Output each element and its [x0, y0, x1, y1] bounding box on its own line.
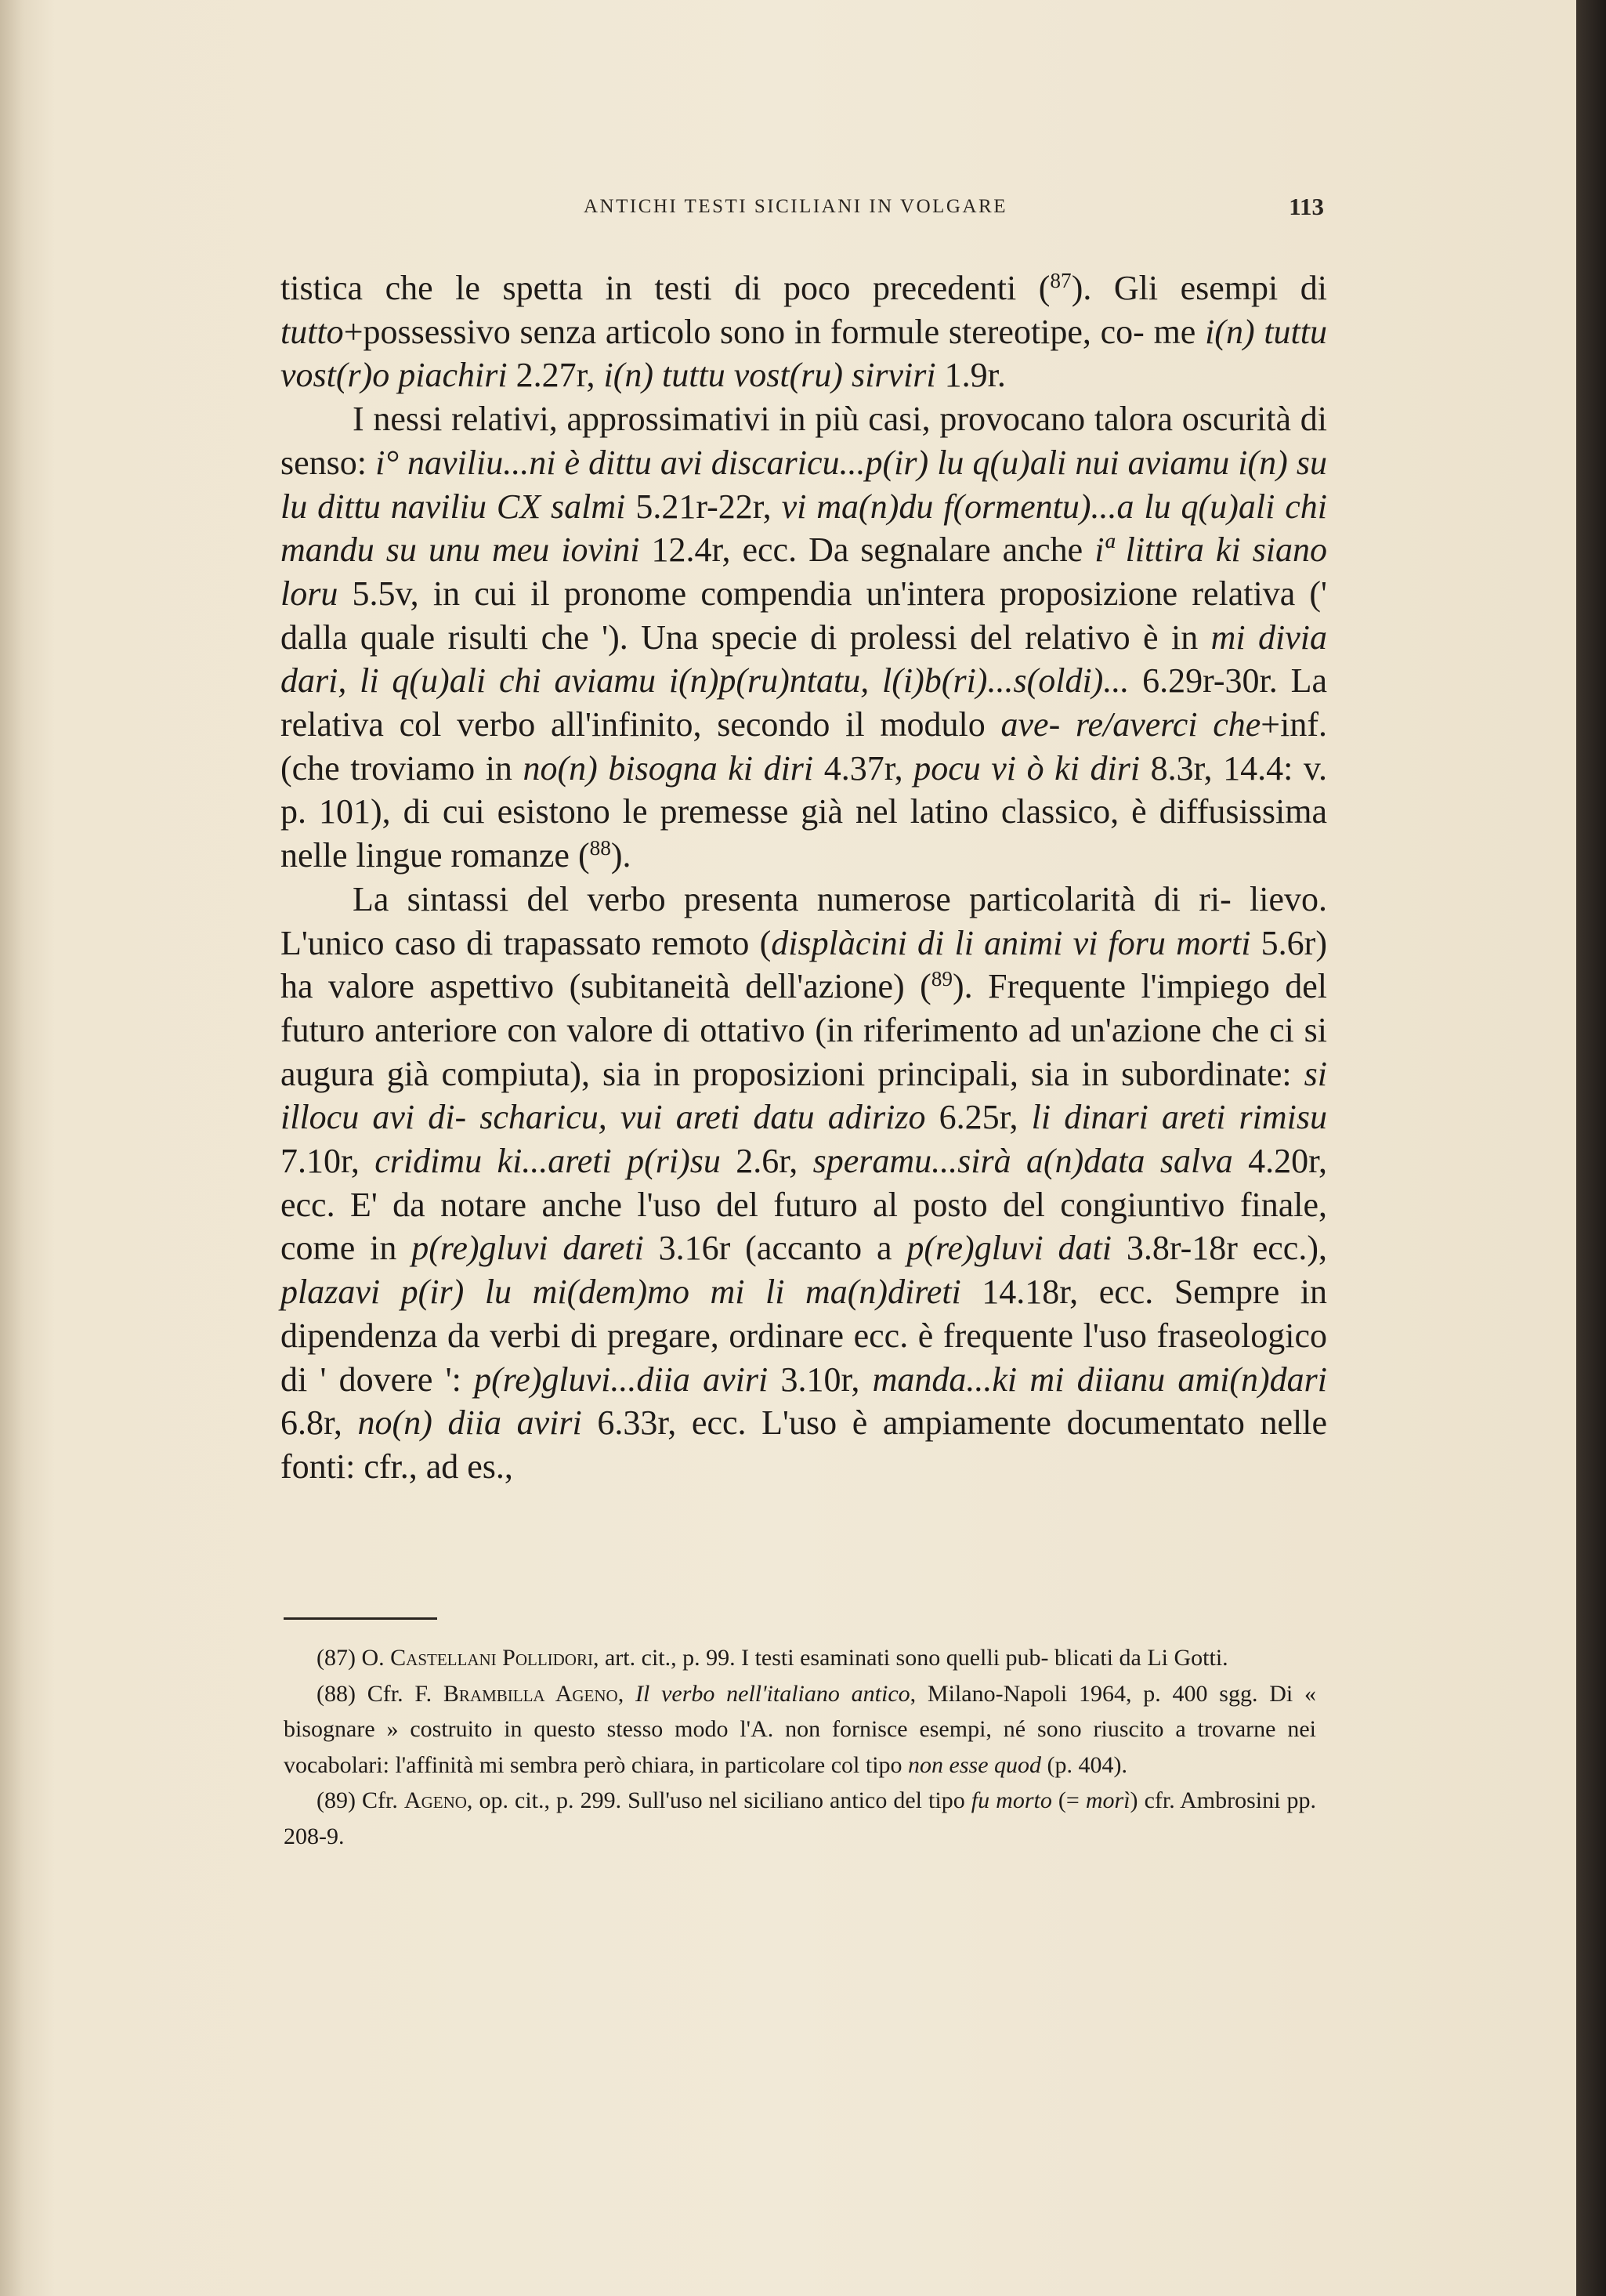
- running-head: [282, 193, 1324, 224]
- footnote-87: (87) O. Castellani Pollidori, art. cit., p. 99. I testi esaminati sono quelli pub- blicati da Li Gotti.: [316, 1645, 1228, 1671]
- note-ref-88: 88: [589, 836, 611, 860]
- footnote-88: (88) Cfr. F. Brambilla Ageno, Il verbo nell'italiano antico, Milano-Napoli 1964, p. 400 sgg. Di « bisognare » costruito in questo stesso modo l'A. non fornisce esempi, né sono riuscito a trovarne nei vocabolari: l'affinità mi sembra però chiara, in particolare col tipo non esse quod (p. 404).: [284, 1680, 1317, 1778]
- footnotes: [284, 1640, 1316, 1855]
- footnote-89: (89) Cfr. Ageno, op. cit., p. 299. Sull'uso nel siciliano antico del tipo fu morto (= morì) cfr. Ambrosini pp. 208-9.: [284, 1787, 1316, 1849]
- running-head-title: ANTICHI TESTI SICILIANI IN VOLGARE: [584, 196, 1007, 217]
- paragraph-2: I nessi relativi, approssimativi in più casi, provocano talora oscurità di senso: i° naviliu...ni è dittu avi discaricu...p(ir) lu q(u)ali nui aviamu i(n) su lu dittu naviliu CX salmi 5.21r-22r, vi ma(n)du f(ormentu)...a lu q(u)ali chi mandu su unu meu iovini 12.4r, ecc. Da segnalare anche iª littira ki siano loru 5.5v, in cui il pronome compendia un'intera proposizione relativa (' dalla quale risulti che '). Una specie di prolessi del relativo è in mi divia dari, li q(u)ali chi aviamu i(n)p(ru)ntatu, l(i)b(ri)...s(oldi)... 6.29r-30r. La relativa col verbo all'infinito, secondo il modulo ave- re/averci che+inf. (che troviamo in no(n) bisogna ki diri 4.37r, pocu vi ò ki diri 8.3r, 14.4: v. p. 101), di cui esistono le premesse già nel latino classico, è diffusissima nelle lingue romanze ($^{88}$).: [280, 400, 1328, 875]
- paragraph-3: La sintassi del verbo presenta numerose particolarità di ri- lievo. L'unico caso di trapassato remoto (displàcini di li animi vi foru morti 5.6r) ha valore aspettivo (subitaneità dell'azione) ($^{89}$). Frequente l'impiego del futuro anteriore con valore di ottativo (in riferimento ad un'azione che ci si augura già compiuta), sia in proposizioni principali, sia in subordinate: si illocu avi di- scharicu, vui areti datu adirizo 6.25r, li dinari areti rimisu 7.10r, cridimu ki...areti p(ri)su 2.6r, speramu...sirà a(n)data salva 4.20r, ecc. E' da notare anche l'uso del futuro al posto del congiuntivo finale, come in p(re)gluvi dareti 3.16r (accanto a p(re)gluvi dati 3.8r-18r ecc.), plazavi p(ir) lu mi(dem)mo mi li ma(n)direti 14.18r, ecc. Sempre in dipendenza da verbi di pregare, ordinare ecc. è frequente l'uso fraseologico di ' dovere ': p(re)gluvi...diia aviri 3.10r, manda...ki mi diianu ami(n)dari 6.8r, no(n) diia aviri 6.33r, ecc. L'uso è ampiamente documentato nelle fonti: cfr., ad es.,: [280, 879, 1328, 1486]
- body-text: [280, 266, 1327, 1489]
- book-edge: [1576, 0, 1606, 2296]
- note-ref-89: 89: [931, 967, 953, 991]
- footnote-divider: [284, 1617, 437, 1620]
- page-number: 113: [1289, 193, 1324, 220]
- paragraph-1: tistica che le spetta in testi di poco precedenti ($^{87}$). Gli esempi di tutto+possessivo senza articolo sono in formule stereotipe, co- me i(n) tuttu vost(r)o piachiri 2.27r, i(n) tuttu vost(ru) sirviri 1.9r.: [280, 269, 1327, 395]
- note-ref-87: 87: [1050, 269, 1072, 292]
